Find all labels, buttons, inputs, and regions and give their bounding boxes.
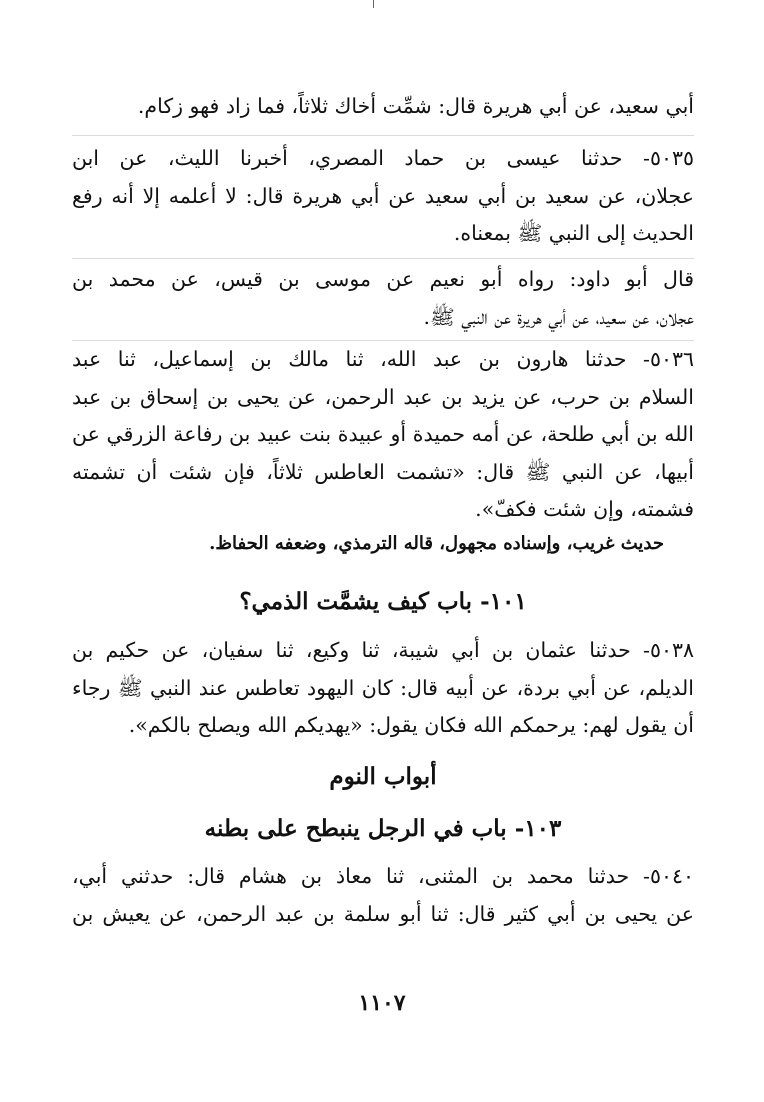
hadith-grade-note: حديث غريب، وإسناده مجهول، قاله الترمذي، وضعفه الحفاظ.	[209, 533, 664, 554]
page-number: ١١٠٧	[358, 990, 406, 1016]
text-line: ٥٠٣٥- حدثنا عيسى بن حماد المصري، أخبرنا الليث، عن ابن	[72, 146, 694, 170]
text-line: قال أبو داود: رواه أبو نعيم عن موسى بن قيس، عن محمد بن	[72, 267, 694, 291]
text-line: عجلان، عن سعيد، عن أبي هريرة عن النبي ﷺ.	[423, 304, 694, 329]
text-line: ٥٠٣٦- حدثنا هارون بن عبد الله، ثنا مالك بن إسماعيل، ثنا عبد	[72, 347, 694, 371]
text-line: الديلم، عن أبي بردة، عن أبيه قال: كان اليهود تعاطس عند النبي ﷺ رجاء	[72, 675, 694, 700]
paragraph-continuation	[72, 88, 694, 126]
chapter-heading-101: ١٠١- باب كيف يشمَّت الذمي؟	[239, 588, 527, 615]
chapter-heading-103: ١٠٣- باب في الرجل ينبطح على بطنه	[204, 815, 562, 842]
paragraph-hadith-5036	[72, 341, 694, 529]
paragraph-hadith-5038	[72, 632, 694, 745]
section-heading-sleep: أبواب النوم	[329, 763, 437, 790]
text-line: أن يقول لهم: يرحمكم الله فكان يقول: «يهديكم الله ويصلح بالكم».	[128, 713, 694, 737]
text-line: الله بن أبي طلحة، عن أمه حميدة أو عبيدة بنت عبيد بن رفاعة الزرقي عن	[72, 422, 694, 446]
text-line: ٥٠٤٠- حدثنا محمد بن المثنى، ثنا معاذ بن هشام قال: حدثني أبي،	[72, 864, 694, 888]
paragraph-hadith-5040	[72, 858, 694, 933]
top-edge-mark	[373, 0, 374, 8]
text-line: فشمته، وإن شئت فكفّ».	[475, 497, 694, 521]
divider	[72, 135, 694, 136]
text-line: أبي سعيد، عن أبي هريرة قال: شمِّت أخاك ثلاثاً، فما زاد فهو زكام.	[137, 94, 694, 118]
text-line: السلام بن حرب، عن يزيد بن عبد الرحمن، عن يحيى بن إسحاق بن عبد	[72, 384, 694, 409]
divider	[72, 258, 694, 259]
paragraph-abu-dawud-note	[72, 261, 694, 336]
paragraph-hadith-5035	[72, 140, 694, 253]
text-line: عجلان، عن سعيد بن أبي سعيد عن أبي هريرة قال: لا أعلمه إلا أنه رفع	[72, 183, 694, 208]
text-line: أبيها، عن النبي ﷺ قال: «تشمت العاطس ثلاثاً، فإن شئت أن تشمته	[72, 459, 694, 484]
text-line: ٥٠٣٨- حدثنا عثمان بن أبي شيبة، ثنا وكيع، ثنا سفيان، عن حكيم بن	[72, 638, 694, 662]
text-line: الحديث إلى النبي ﷺ بمعناه.	[453, 221, 694, 245]
text-line: عن يحيى بن أبي كثير قال: ثنا أبو سلمة بن عبد الرحمن، عن يعيش بن	[72, 901, 694, 926]
